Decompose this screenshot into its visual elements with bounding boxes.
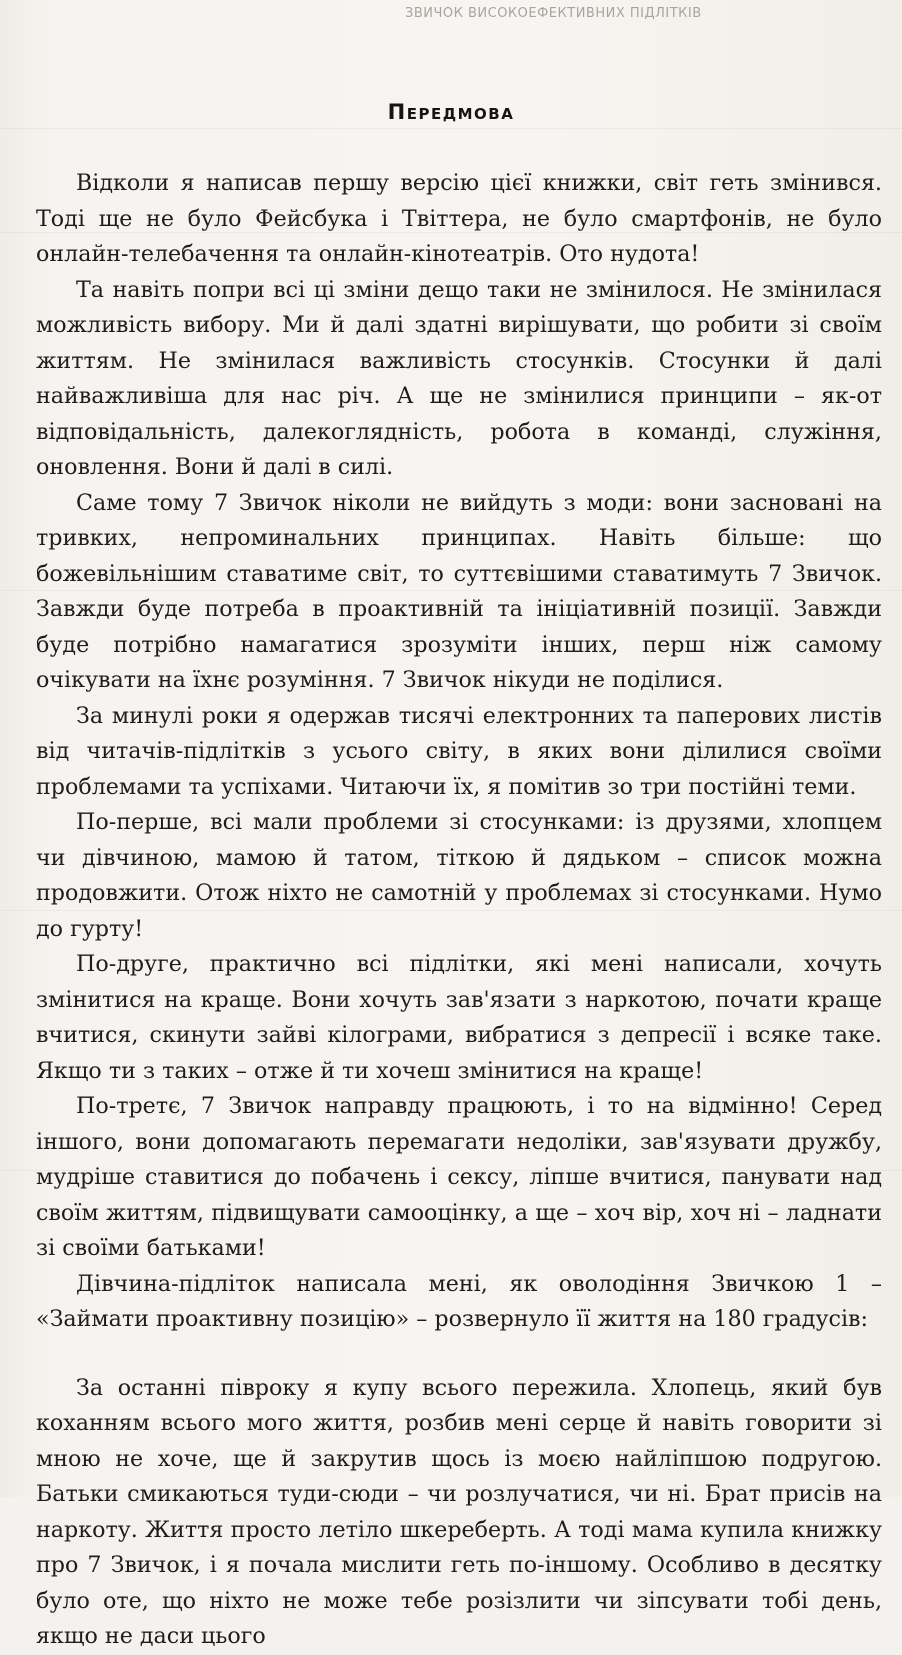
paragraph-5: По-перше, всі мали проблеми зі стосунками: із друзями, хлопцем чи дівчиною, мамою й татом, тіткою й дядьком – список можна продовжити. Отож ніхто не самотній у проблемах зі стосунками. Нумо до гурту! (36, 809, 882, 942)
running-head: ЗВИЧОК ВИСОКОЕФЕКТИВНИХ ПІДЛІТКІВ (405, 6, 702, 21)
show-through-line (0, 128, 902, 129)
paragraph-2: Та навіть попри всі ці зміни дещо таки не змінилося. Не змінилася можливість вибору. Ми й далі здатні вирішувати, що робити зі своїм життям. Не змінилася важливість стосунків. Стосунки й далі найважливіша для нас річ. А ще не змінилися принципи – як-от відповідальність, далекоглядність, робота в команді, служіння, оновлення. Вони й далі в силі. (36, 276, 882, 480)
paragraph-1: Відколи я написав першу версію цієї книжки, світ геть змінився. Тоді ще не було Фейсбука і Твіттера, не було смартфонів, не було онлайн-телебачення та онлайн-кінотеатрів. Ото нудота! (36, 170, 882, 267)
paragraph-7: По-третє, 7 Звичок направду працюють, і то на відмінно! Серед іншого, вони допомагають перемагати недоліки, зав'язувати дружбу, мудріше ставитися до побачень і сексу, ліпше вчитися, панувати над своїм життям, підвищувати самооцінку, а ще – хоч вір, хоч ні – ладнати зі своїми батьками! (36, 1093, 882, 1261)
paragraph-4: За минулі роки я одержав тисячі електронних та паперових листів від читачів-підлітків з усього світу, в яких вони ділилися своїми проблемами та успіхами. Читаючи їх, я помітив зо три постійні теми. (36, 702, 882, 800)
body-text (36, 166, 882, 1655)
reader-letter-quote: За останні півроку я купу всього пережила. Хлопець, який був коханням всього мого життя, розбив мені серце й навіть говорити зі мною не хоче, ще й закрутив щось із моєю найліпшою подругою. Батьки смикаються туди-сюди – чи розлучатися, чи ні. Брат присів на наркоту. Життя просто летіло шкереберть. А тоді мама купила книжку про 7 Звичок, і я почала мислити геть по-іншому. Особливо в десятку було оте, що ніхто не може тебе розізлити чи зіпсувати тобі день, якщо не даси цього (36, 1374, 882, 1649)
chapter-heading: Передмова (387, 100, 515, 124)
paragraph-6: По-друге, практично всі підлітки, які мені написали, хочуть змінитися на краще. Вони хочуть зав'язати з наркотою, почати краще вчитися, скинути зайві кілограми, вибратися з депресії і всяке таке. Якщо ти з таких – отже й ти хочеш змінитися на краще! (36, 951, 882, 1084)
paragraph-8: Дівчина-підліток написала мені, як оволодіння Звичкою 1 – «Займати проактивну позицію» – розвернуло її життя на 180 градусів: (36, 1270, 882, 1332)
paragraph-3: Саме тому 7 Звичок ніколи не вийдуть з моди: вони засновані на тривких, непроминальних принципах. Навіть більше: що божевільнішим ставатиме світ, то суттєвішими ставатимуть 7 Звичок. Завжди буде потреба в проактивній та ініціативній позиції. Завжди буде потрібно намагатися зрозуміти інших, перш ніж самому очікувати на їхнє розуміння. 7 Звичок нікуди не поділися. (36, 489, 882, 693)
